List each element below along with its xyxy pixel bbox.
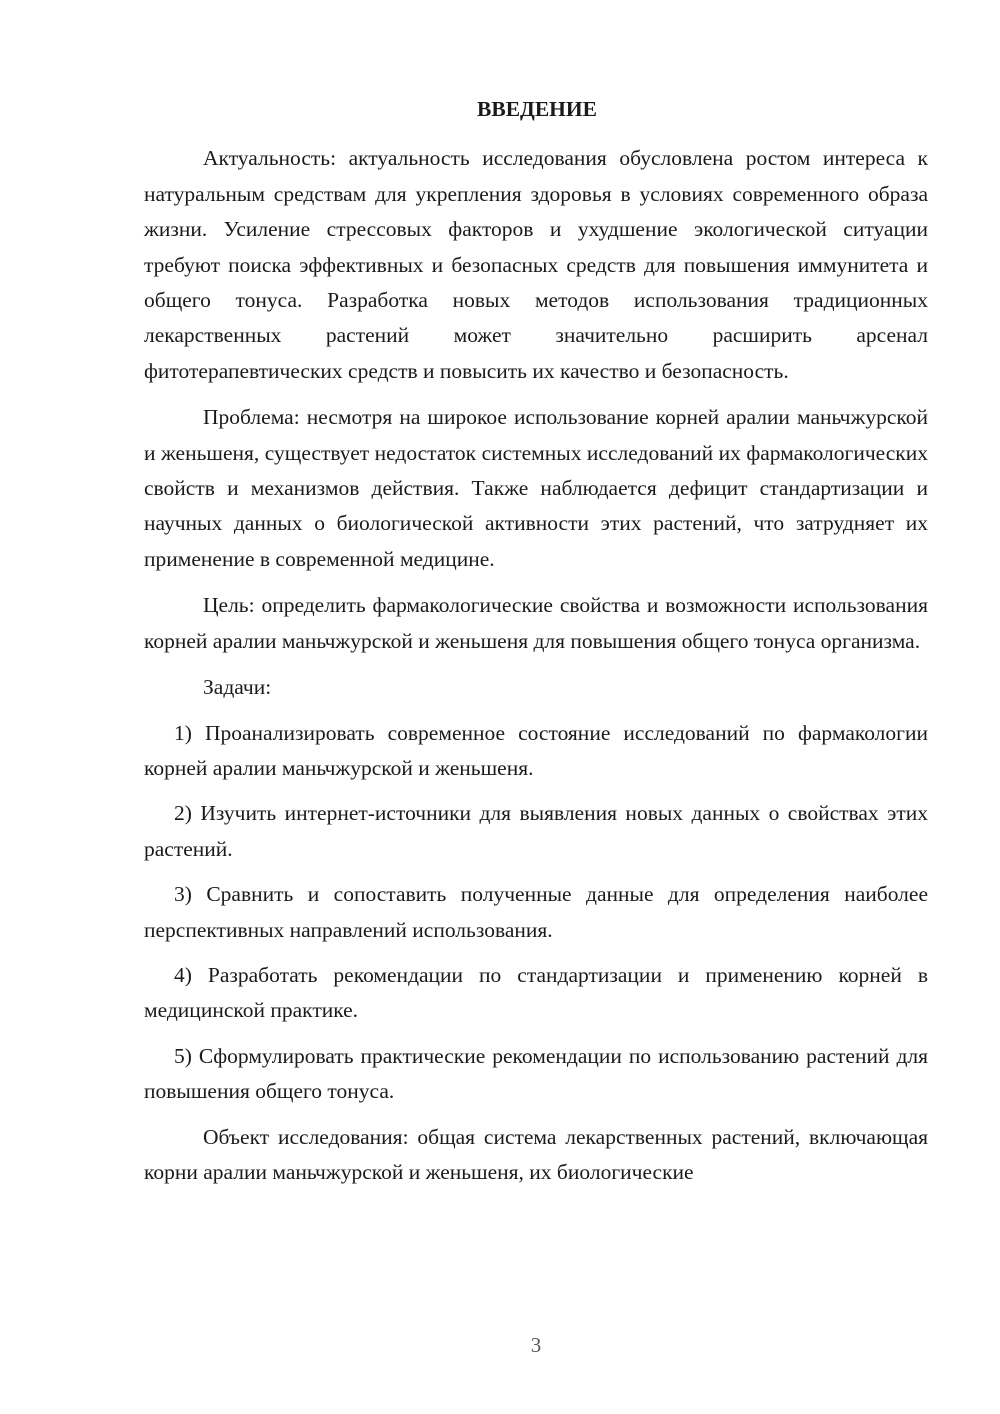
section-title: ВВЕДЕНИЕ — [477, 97, 597, 121]
object-paragraph: Объект исследования: общая система лекарственных растений, включающая корни аралии маньчжурской и женьшеня, их биологические — [144, 1124, 928, 1184]
goal-paragraph: Цель: определить фармакологические свойства и возможности использования корней аралии маньчжурской и женьшеня для повышения общего тонуса организма. — [144, 593, 928, 653]
task-item: 5) Сформулировать практические рекомендации по использованию растений для повышения общего тонуса. — [144, 1043, 928, 1104]
task-item: 4) Разработать рекомендации по стандартизации и применению корней в медицинской практике. — [144, 962, 928, 1023]
relevance-paragraph: Актуальность: актуальность исследования обусловлена ростом интереса к натуральным средствам для укрепления здоровья в условиях современного образа жизни. Усиление стрессовых факторов и ухудшение экологической ситуации требуют поиска эффективных и безопасных средств для повышения иммунитета и общего тонуса. Разработка новых методов использования традиционных лекарственных растений может значительно расширить арсенал фитотерапевтических средств и повысить их качество и безопасность. — [144, 146, 928, 383]
page-content — [144, 92, 928, 1190]
page-number: 3 — [530, 1333, 542, 1357]
task-item: 2) Изучить интернет-источники для выявления новых данных о свойствах этих растений. — [144, 801, 928, 861]
problem-paragraph: Проблема: несмотря на широкое использование корней аралии маньчжурской и женьшеня, существует недостаток системных исследований их фармакологических свойств и механизмов действия. Также наблюдается дефицит стандартизации и научных данных о биологической активности этих растений, что затрудняет их применение в современной медицине. — [144, 405, 928, 571]
task-item: 1) Проанализировать современное состояние исследований по фармакологии корней аралии маньчжурской и женьшеня. — [144, 720, 928, 780]
task-item: 3) Сравнить и сопоставить полученные данные для определения наиболее перспективных направлений использования. — [144, 882, 928, 942]
tasks-list — [144, 716, 928, 1110]
tasks-heading: Задачи: — [203, 675, 272, 700]
